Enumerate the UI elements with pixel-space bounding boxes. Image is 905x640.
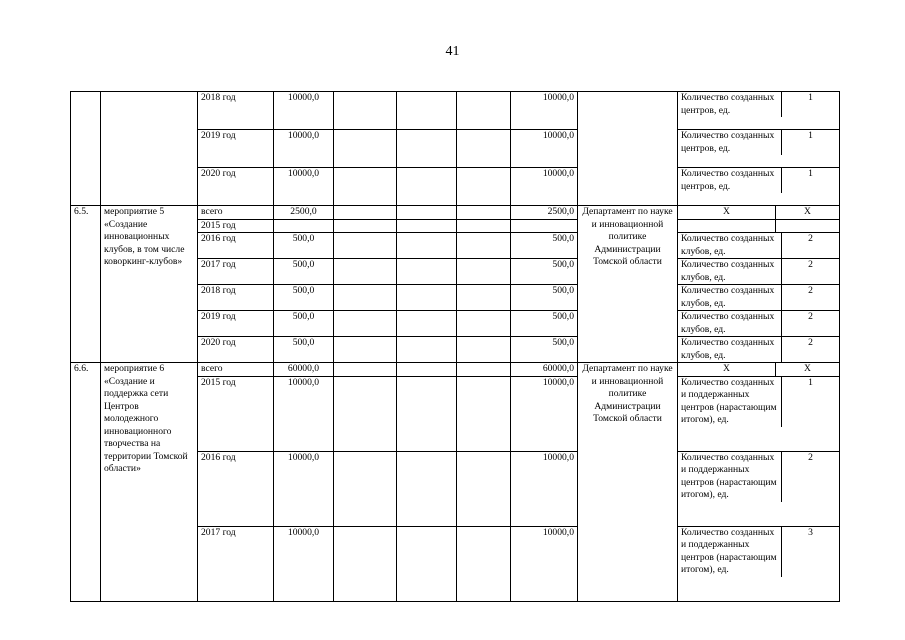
x-mark: X	[804, 206, 811, 217]
empty-cell	[457, 363, 511, 377]
local-budget-cell: 10000,0	[511, 376, 578, 451]
federal-cell	[334, 92, 397, 130]
indicator-name: Количество созданных и поддержанных центров (нарастающим итогом), ед.	[678, 452, 782, 502]
local-budget-cell: 10000,0	[511, 92, 578, 130]
empty-cell	[457, 311, 511, 337]
regional-cell	[397, 206, 457, 220]
activity-name-cell	[101, 92, 198, 206]
indicator-cell	[678, 92, 840, 130]
federal-cell	[334, 337, 397, 363]
indicator-value: 1	[808, 376, 813, 388]
activity-name-cell: мероприятие 6 «Создание и поддержка сети Центров молодежного инновационного творчества на территории Томской области»	[101, 363, 198, 602]
indicator-cell	[678, 233, 840, 259]
empty-cell	[457, 92, 511, 130]
total-cell: 10000,0	[274, 130, 334, 168]
year-cell: всего	[198, 363, 274, 377]
indicator-name: Количество созданных клубов, ед.	[678, 311, 782, 336]
page-number: 41	[445, 44, 460, 59]
year-cell: 2020 год	[198, 337, 274, 363]
local-budget-cell: 500,0	[511, 285, 578, 311]
indicator-cell	[678, 526, 840, 601]
empty-cell	[457, 337, 511, 363]
activity-name-cell: мероприятие 5 «Создание инновационных клубов, в том числе коворкинг-клубов»	[101, 206, 198, 363]
regional-cell	[397, 285, 457, 311]
indicator-name: Количество созданных центров, ед.	[678, 168, 782, 193]
federal-cell	[334, 233, 397, 259]
total-cell: 10000,0	[274, 526, 334, 601]
indicator-value: 1	[808, 130, 813, 141]
federal-cell	[334, 259, 397, 285]
total-cell	[274, 219, 334, 233]
indicator-cell	[678, 219, 840, 233]
responsible-cell: Департамент по науке и инновационной политике Администрации Томской области	[578, 363, 678, 602]
year-cell: 2018 год	[198, 285, 274, 311]
empty-cell	[457, 219, 511, 233]
year-cell: 2016 год	[198, 451, 274, 526]
indicator-cell	[678, 311, 840, 337]
federal-cell	[334, 363, 397, 377]
year-cell: 2020 год	[198, 168, 274, 206]
indicator-cell	[678, 259, 840, 285]
year-cell: 2019 год	[198, 311, 274, 337]
indicator-cell	[678, 363, 840, 377]
indicator-value	[776, 220, 839, 232]
indicator-name: Количество созданных и поддержанных центров (нарастающим итогом), ед.	[678, 527, 782, 577]
responsible-cell: Департамент по науке и инновационной политике Администрации Томской области	[578, 206, 678, 363]
indicator-cell	[678, 206, 840, 220]
local-budget-cell: 60000,0	[511, 363, 578, 377]
table-row	[71, 206, 840, 220]
regional-cell	[397, 233, 457, 259]
total-cell: 10000,0	[274, 376, 334, 451]
indicator-cell	[678, 337, 840, 363]
indicator-cell	[678, 451, 840, 526]
indicator-name: Количество созданных клубов, ед.	[678, 259, 782, 284]
x-mark: X	[804, 363, 811, 374]
indicator-value: 2	[808, 451, 813, 463]
indicator-value: 1	[808, 168, 813, 179]
local-budget-cell: 10000,0	[511, 168, 578, 206]
row-number-cell: 6.6.	[71, 363, 101, 602]
federal-cell	[334, 206, 397, 220]
federal-cell	[334, 130, 397, 168]
total-cell: 2500,0	[274, 206, 334, 220]
local-budget-cell: 10000,0	[511, 526, 578, 601]
indicator-value: 2	[808, 285, 813, 296]
indicator-name: Количество созданных центров, ед.	[678, 92, 782, 117]
total-cell: 500,0	[274, 311, 334, 337]
regional-cell	[397, 168, 457, 206]
empty-cell	[457, 376, 511, 451]
responsible-cell	[578, 92, 678, 206]
indicator-value: 2	[808, 311, 813, 322]
regional-cell	[397, 130, 457, 168]
year-cell: 2017 год	[198, 259, 274, 285]
row-number-cell: 6.5.	[71, 206, 101, 363]
year-cell: 2015 год	[198, 219, 274, 233]
regional-cell	[397, 219, 457, 233]
x-mark: X	[678, 206, 776, 219]
federal-cell	[334, 168, 397, 206]
empty-cell	[457, 285, 511, 311]
indicator-name: Количество созданных центров, ед.	[678, 130, 782, 155]
local-budget-cell: 500,0	[511, 259, 578, 285]
table-row	[71, 92, 840, 130]
indicator-name: Количество созданных и поддержанных центров (нарастающим итогом), ед.	[678, 377, 782, 427]
indicator-value: 2	[808, 337, 813, 348]
year-cell: 2015 год	[198, 376, 274, 451]
year-cell: 2018 год	[198, 92, 274, 130]
total-cell: 500,0	[274, 285, 334, 311]
empty-cell	[457, 168, 511, 206]
indicator-name: Количество созданных клубов, ед.	[678, 285, 782, 310]
row-number-cell	[71, 92, 101, 206]
regional-cell	[397, 451, 457, 526]
empty-cell	[457, 206, 511, 220]
local-budget-cell	[511, 219, 578, 233]
federal-cell	[334, 285, 397, 311]
local-budget-cell: 500,0	[511, 337, 578, 363]
total-cell: 500,0	[274, 337, 334, 363]
indicator-value: 3	[808, 526, 813, 538]
regional-cell	[397, 311, 457, 337]
total-cell: 10000,0	[274, 168, 334, 206]
regional-cell	[397, 376, 457, 451]
local-budget-cell: 10000,0	[511, 451, 578, 526]
total-cell: 10000,0	[274, 451, 334, 526]
indicator-name: Количество созданных клубов, ед.	[678, 233, 782, 258]
total-cell: 60000,0	[274, 363, 334, 377]
federal-cell	[334, 311, 397, 337]
year-cell: 2019 год	[198, 130, 274, 168]
total-cell: 500,0	[274, 259, 334, 285]
x-mark: X	[678, 363, 776, 376]
indicator-name: Количество созданных клубов, ед.	[678, 337, 782, 362]
local-budget-cell: 10000,0	[511, 130, 578, 168]
table-row	[71, 363, 840, 377]
year-cell: 2017 год	[198, 526, 274, 601]
regional-cell	[397, 92, 457, 130]
total-cell: 10000,0	[274, 92, 334, 130]
indicator-value: 2	[808, 259, 813, 270]
year-cell: всего	[198, 206, 274, 220]
empty-cell	[457, 259, 511, 285]
program-table	[70, 91, 840, 602]
federal-cell	[334, 376, 397, 451]
empty-cell	[457, 451, 511, 526]
indicator-cell	[678, 285, 840, 311]
empty-cell	[457, 526, 511, 601]
federal-cell	[334, 451, 397, 526]
indicator-value: 2	[808, 233, 813, 244]
local-budget-cell: 500,0	[511, 311, 578, 337]
total-cell: 500,0	[274, 233, 334, 259]
regional-cell	[397, 526, 457, 601]
empty-cell	[457, 130, 511, 168]
indicator-cell	[678, 168, 840, 206]
indicator-cell	[678, 376, 840, 451]
indicator-name	[678, 220, 776, 232]
indicator-cell	[678, 130, 840, 168]
federal-cell	[334, 526, 397, 601]
indicator-value: 1	[808, 92, 813, 103]
regional-cell	[397, 363, 457, 377]
regional-cell	[397, 259, 457, 285]
local-budget-cell: 2500,0	[511, 206, 578, 220]
federal-cell	[334, 219, 397, 233]
empty-cell	[457, 233, 511, 259]
year-cell: 2016 год	[198, 233, 274, 259]
local-budget-cell: 500,0	[511, 233, 578, 259]
regional-cell	[397, 337, 457, 363]
